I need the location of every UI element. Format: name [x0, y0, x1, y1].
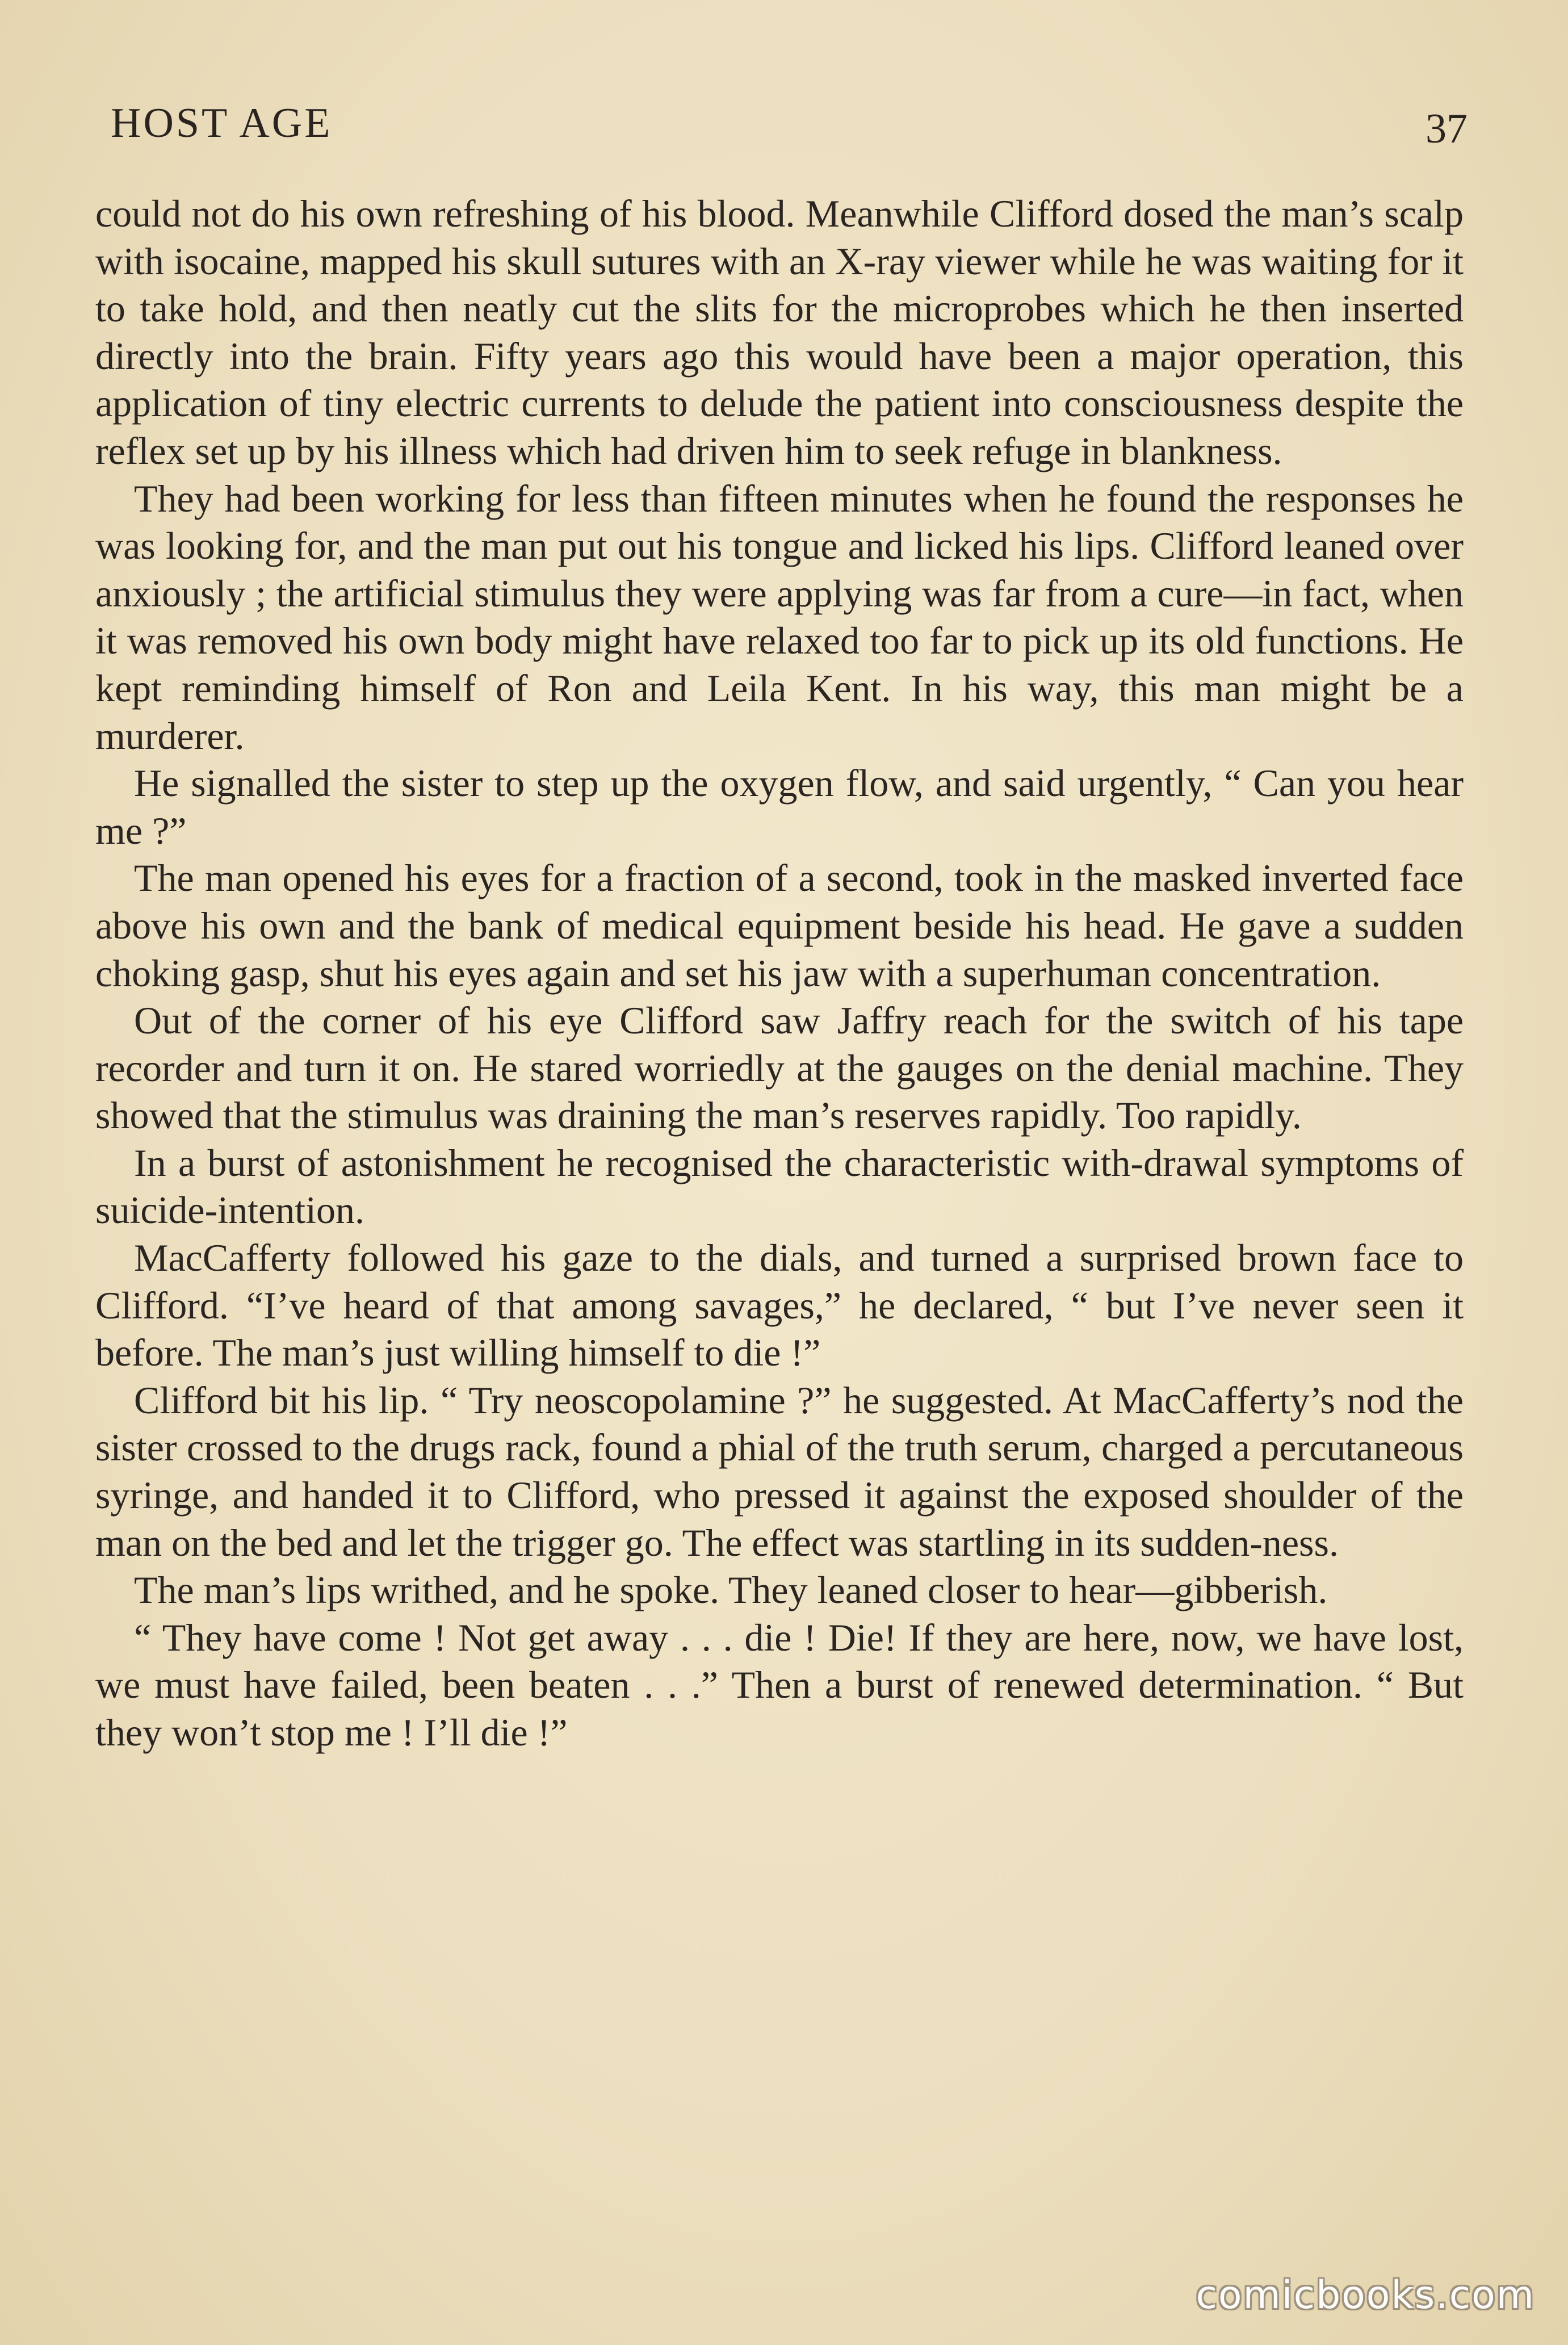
paragraph: They had been working for less than fifteen minutes when he found the responses he was looking for, and the man put out his tongue and licked his lips. Clifford leaned over anxiously ; the artificial stimulus they were applying was far from a cure—in fact, when it was removed his own body might have relaxed too far to pick up its old functions. He kept reminding himself of Ron and Leila Kent. In his way, this man might be a murderer.: [95, 476, 1464, 757]
running-title: HOST AGE: [111, 100, 333, 146]
running-head: [111, 99, 1468, 150]
paragraph: The man’s lips writhed, and he spoke. They leaned closer to hear—gibberish.: [134, 1568, 1328, 1612]
paragraph: In a burst of astonishment he recognised the characteristic with-drawal symptoms of suicide-intention.: [95, 1141, 1464, 1232]
paragraph: “ They have come ! Not get away . . . die ! Die! If they are here, now, we have lost, we must have failed, been beaten . . .” Then a burst of renewed determination. “ But they won’t stop me ! I’ll die !”: [95, 1615, 1464, 1754]
watermark: comicbooks.com: [1196, 2273, 1535, 2318]
paragraph: Out of the corner of his eye Clifford saw Jaffry reach for the switch of his tape recorder and turn it on. He stared worriedly at the gauges on the denial machine. They showed that the stimulus was draining the man’s reserves rapidly. Too rapidly.: [95, 999, 1464, 1137]
paragraph: could not do his own refreshing of his blood. Meanwhile Clifford dosed the man’s scalp with isocaine, mapped his skull sutures with an X-ray viewer while he was waiting for it to take hold, and then neatly cut the slits for the microprobes which he then inserted directly into the brain. Fifty years ago this would have been a major operation, this application of tiny electric currents to delude the patient into consciousness despite the reflex set up by his illness which had driven him to seek refuge in blankness.: [95, 192, 1464, 472]
paragraph: The man opened his eyes for a fraction of a second, took in the masked inverted face above his own and the bank of medical equipment beside his head. He gave a sudden choking gasp, shut his eyes again and set his jaw with a superhuman concentration.: [95, 856, 1464, 995]
page-number: 37: [1426, 106, 1468, 152]
paragraph: MacCafferty followed his gaze to the dials, and turned a surprised brown face to Clifford. “I’ve heard of that among savages,” he declared, “ but I’ve never seen it before. The man’s just willing himself to die !”: [95, 1236, 1464, 1375]
paragraph: He signalled the sister to step up the oxygen flow, and said urgently, “ Can you hear me ?”: [95, 761, 1464, 852]
body-text: [95, 190, 1464, 1757]
paragraph: Clifford bit his lip. “ Try neoscopolamine ?” he suggested. At MacCafferty’s nod the sister crossed to the drugs rack, found a phial of the truth serum, charged a percutaneous syringe, and handed it to Clifford, who pressed it against the exposed shoulder of the man on the bed and let the trigger go. The effect was startling in its sudden-ness.: [95, 1378, 1464, 1564]
